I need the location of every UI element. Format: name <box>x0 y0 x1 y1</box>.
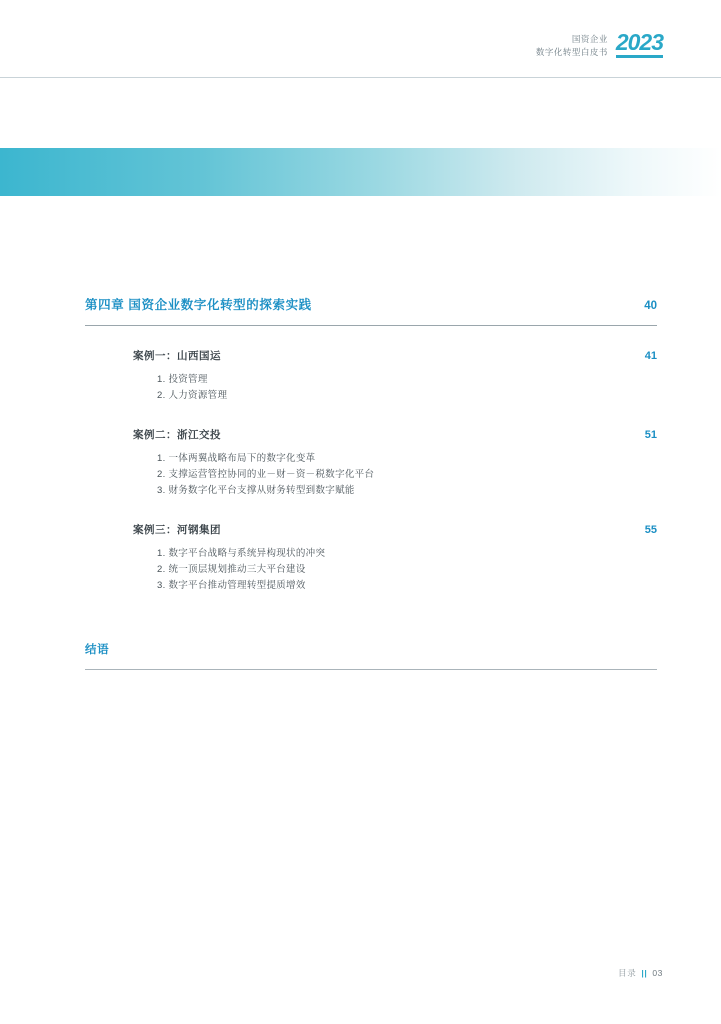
list-item[interactable]: 2. 统一顶层规划推动三大平台建设 <box>157 563 306 575</box>
table-of-contents <box>85 295 657 670</box>
list-item[interactable]: 3. 财务数字化平台支撑从财务转型到数字赋能 <box>157 485 355 497</box>
toc-epilogue-divider <box>85 669 657 670</box>
toc-chapter-divider <box>85 325 657 326</box>
toc-chapter-title: 第四章 国资企业数字化转型的探索实践 <box>85 298 312 312</box>
decorative-gradient-band <box>0 148 721 196</box>
toc-epilogue-title: 结语 <box>85 643 110 656</box>
page-header <box>0 0 721 78</box>
list-item[interactable]: 2. 人力资源管理 <box>157 390 228 402</box>
toc-case-item-list <box>85 451 657 500</box>
toc-case-item-list <box>85 546 657 595</box>
header-line-1: 国资企业 <box>571 34 608 45</box>
header-line-2: 数字化转型白皮书 <box>535 46 608 57</box>
footer-label: 目录 <box>618 968 637 978</box>
header-year: 2023 <box>616 32 663 58</box>
list-item[interactable]: 3. 数字平台推动管理转型提质增效 <box>157 580 306 592</box>
toc-case-title: 案例一：山西国运 <box>133 350 221 362</box>
list-item[interactable]: 1. 一体两翼战略布局下的数字化变革 <box>157 452 316 464</box>
footer-page-number: 03 <box>652 968 663 978</box>
toc-case-entry[interactable] <box>85 348 657 363</box>
toc-case-title: 案例二：浙江交投 <box>133 428 221 441</box>
toc-epilogue-entry[interactable] <box>85 641 657 669</box>
list-item[interactable]: 1. 数字平台战略与系统异构现状的冲突 <box>157 547 326 559</box>
toc-case-item-list <box>85 372 657 405</box>
header-divider <box>0 77 721 78</box>
toc-case-page: 55 <box>644 523 657 536</box>
toc-case-entry[interactable] <box>85 522 657 537</box>
toc-case-block <box>85 348 657 405</box>
header-brand-text <box>536 33 608 58</box>
page-footer <box>618 967 663 979</box>
list-item[interactable]: 1. 投资管理 <box>157 374 208 385</box>
toc-chapter-entry[interactable] <box>85 295 657 325</box>
toc-chapter-page: 40 <box>644 300 657 312</box>
toc-case-title: 案例三：河钢集团 <box>133 523 221 536</box>
toc-epilogue-block <box>85 641 657 670</box>
list-item[interactable]: 2. 支撑运营管控协同的业－财－资－税数字化平台 <box>157 468 375 480</box>
toc-case-block <box>85 427 657 500</box>
toc-case-page: 41 <box>644 350 657 362</box>
footer-separator: || <box>641 968 648 978</box>
toc-case-block <box>85 522 657 595</box>
toc-case-entry[interactable] <box>85 427 657 442</box>
header-brand <box>535 29 663 58</box>
toc-case-page: 51 <box>644 428 657 441</box>
